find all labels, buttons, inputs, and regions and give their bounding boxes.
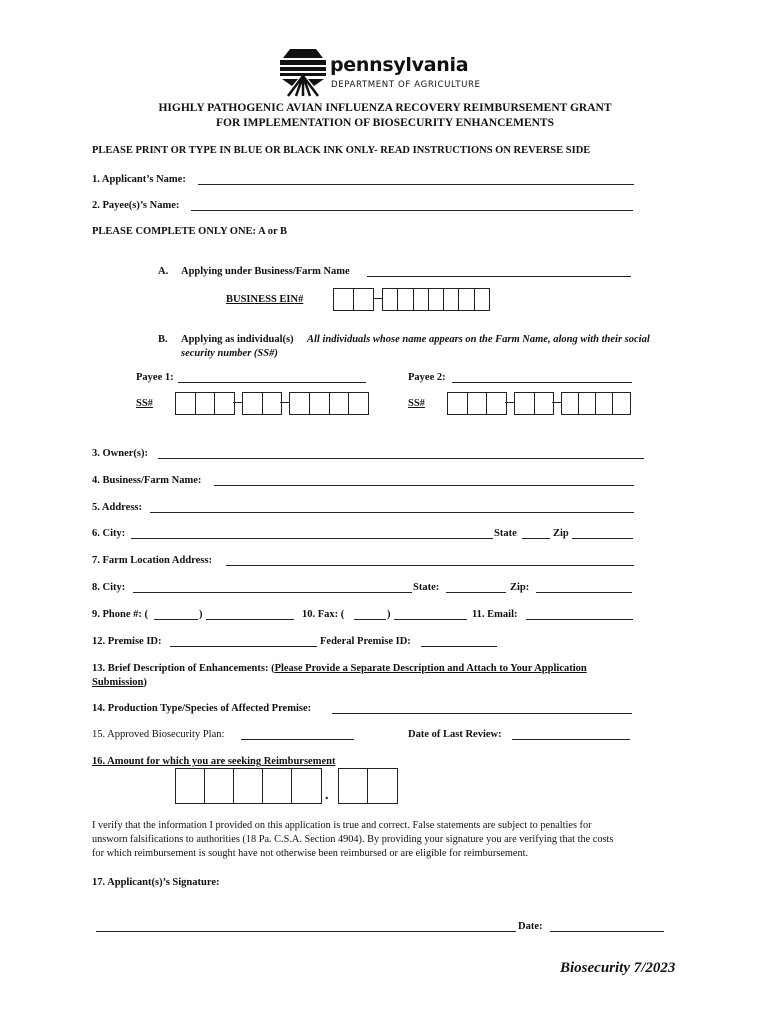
address-label: 5. Address: <box>92 502 142 513</box>
ein-boxes-part1[interactable] <box>333 288 374 311</box>
payee-1-label: Payee 1: <box>136 372 174 383</box>
complete-one-instruction: PLEASE COMPLETE ONLY ONE: A or B <box>92 226 288 237</box>
description-note-1: Please Provide a Separate Description and Attach to Your Application <box>274 663 587 674</box>
amount-label: 16. Amount for which you are seeking Reimbursement <box>92 756 336 767</box>
zip-2-label: Zip: <box>510 582 530 593</box>
address-field[interactable] <box>150 512 634 513</box>
signature-field[interactable] <box>96 931 516 932</box>
amount-cents-boxes[interactable] <box>338 768 398 804</box>
payee-name-field[interactable] <box>191 210 633 211</box>
fax-close-paren: ) <box>387 609 391 620</box>
state-label: State <box>494 528 517 539</box>
phone-label: 9. Phone #: ( <box>92 609 148 620</box>
city-2-field[interactable] <box>133 592 412 593</box>
zip-label: Zip <box>553 528 569 539</box>
payee-name-label: 2. Payee(s)’s Name: <box>92 200 180 211</box>
date-field[interactable] <box>550 931 664 932</box>
biosecurity-plan-field[interactable] <box>241 739 354 740</box>
business-ein-label: BUSINESS EIN# <box>226 294 304 305</box>
ss-1-boxes-part2[interactable] <box>242 392 282 415</box>
phone-area-code-field[interactable] <box>154 619 198 620</box>
city-field[interactable] <box>131 538 493 539</box>
ss-1-separator-a <box>233 402 242 403</box>
last-review-label: Date of Last Review: <box>408 729 502 740</box>
ss-1-boxes-part3[interactable] <box>289 392 369 415</box>
verification-line-2: unsworn falsifications to authorities (18 Pa. C.S.A. Section 4904). By providing your signature you are verifying that the costs <box>92 834 614 845</box>
ss-2-boxes-part3[interactable] <box>561 392 631 415</box>
ss-1-label: SS# <box>136 398 153 409</box>
ink-instructions: PLEASE PRINT OR TYPE IN BLUE OR BLACK INK ONLY- READ INSTRUCTIONS ON REVERSE SIDE <box>92 145 591 156</box>
phone-close-paren: ) <box>199 609 203 620</box>
business-farm-name-field[interactable] <box>367 276 631 277</box>
title-line-1: HIGHLY PATHOGENIC AVIAN INFLUENZA RECOVERY REIMBURSEMENT GRANT <box>158 102 612 114</box>
option-a-letter: A. <box>158 266 169 277</box>
form-version: Biosecurity 7/2023 <box>560 960 676 976</box>
option-b-note-2: security number (SS#) <box>181 348 278 359</box>
business-farm-name-label: 4. Business/Farm Name: <box>92 475 202 486</box>
amount-dollar-boxes[interactable] <box>175 768 322 804</box>
federal-premise-id-field[interactable] <box>421 646 497 647</box>
applicant-name-field[interactable] <box>198 184 634 185</box>
ein-boxes-part2[interactable] <box>382 288 490 311</box>
owners-label: 3. Owner(s): <box>92 448 148 459</box>
form-title <box>0 101 770 131</box>
ss-2-separator-a <box>505 402 514 403</box>
email-field[interactable] <box>526 619 633 620</box>
title-line-2: FOR IMPLEMENTATION OF BIOSECURITY ENHANCEMENTS <box>215 117 554 129</box>
ss-2-label: SS# <box>408 398 425 409</box>
description-row <box>92 662 587 676</box>
premise-id-field[interactable] <box>170 646 317 647</box>
zip-field[interactable] <box>572 538 633 539</box>
state-field[interactable] <box>522 538 550 539</box>
logo-wordmark: pennsylvania <box>330 54 469 76</box>
state-2-label: State: <box>413 582 440 593</box>
payee-1-field[interactable] <box>178 382 366 383</box>
description-label: 13. Brief Description of Enhancements: ( <box>92 663 275 674</box>
phone-number-field[interactable] <box>206 619 294 620</box>
description-close-paren: ) <box>143 677 147 688</box>
pa-logo <box>278 46 498 100</box>
amount-decimal-point: . <box>325 788 329 803</box>
ein-separator <box>373 298 382 299</box>
ss-2-separator-b <box>552 402 561 403</box>
option-b-note-1: All individuals whose name appears on the Farm Name, along with their social <box>307 334 650 345</box>
premise-id-label: 12. Premise ID: <box>92 636 162 647</box>
fax-label: 10. Fax: ( <box>302 609 345 620</box>
signature-label: 17. Applicant(s)’s Signature: <box>92 877 220 888</box>
email-label: 11. Email: <box>472 609 518 620</box>
farm-location-label: 7. Farm Location Address: <box>92 555 212 566</box>
production-type-field[interactable] <box>332 713 632 714</box>
last-review-field[interactable] <box>512 739 630 740</box>
option-b-label: Applying as individual(s) <box>181 334 294 345</box>
fax-number-field[interactable] <box>394 619 467 620</box>
applicant-name-label: 1. Applicant’s Name: <box>92 174 186 185</box>
state-2-field[interactable] <box>446 592 506 593</box>
city-2-label: 8. City: <box>92 582 126 593</box>
payee-2-field[interactable] <box>452 382 632 383</box>
biosecurity-plan-label: 15. Approved Biosecurity Plan: <box>92 729 225 740</box>
option-b-letter: B. <box>158 334 168 345</box>
verification-line-3: for which reimbursement is sought have not otherwise been reimbursed or are eligible for reimbursement. <box>92 848 529 859</box>
business-farm-name-input[interactable] <box>214 485 634 486</box>
federal-premise-id-label: Federal Premise ID: <box>320 636 411 647</box>
description-note-2: Submission <box>92 677 144 688</box>
logo-department: DEPARTMENT OF AGRICULTURE <box>331 80 481 90</box>
fax-area-code-field[interactable] <box>354 619 386 620</box>
farm-location-field[interactable] <box>226 565 634 566</box>
verification-line-1: I verify that the information I provided on this application is true and correct. False statements are subject to penalties for <box>92 820 592 831</box>
ss-2-boxes-part2[interactable] <box>514 392 554 415</box>
owners-field[interactable] <box>158 458 644 459</box>
ss-1-boxes-part1[interactable] <box>175 392 235 415</box>
ss-2-boxes-part1[interactable] <box>447 392 507 415</box>
city-label: 6. City: <box>92 528 126 539</box>
keystone-icon <box>278 46 328 98</box>
option-a-label: Applying under Business/Farm Name <box>181 266 350 277</box>
description-row-2 <box>92 676 147 690</box>
production-type-label: 14. Production Type/Species of Affected Premise: <box>92 703 312 714</box>
ss-1-separator-b <box>280 402 289 403</box>
zip-2-field[interactable] <box>536 592 632 593</box>
payee-2-label: Payee 2: <box>408 372 446 383</box>
date-label: Date: <box>518 921 543 932</box>
